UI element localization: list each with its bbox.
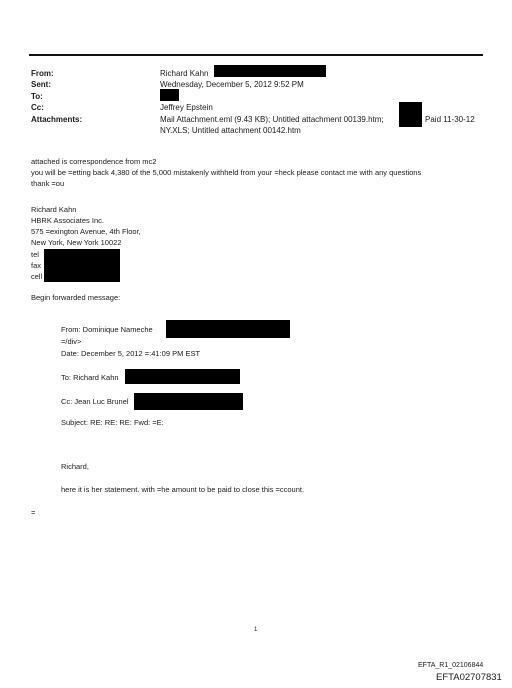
signature-cell-label: cell	[31, 272, 43, 281]
redaction-forwarded-cc-email	[134, 393, 243, 410]
signature-tel-label: tel	[31, 250, 39, 259]
forwarded-from: From: Dominique Nameche	[61, 325, 153, 334]
forwarded-greeting: Richard,	[61, 462, 89, 471]
from-value: Richard Kahn	[160, 69, 209, 78]
to-label: To:	[31, 92, 43, 101]
cc-value: Jeffrey Epstein	[160, 103, 213, 112]
from-label: From:	[31, 69, 54, 78]
attachments-label: Attachments:	[31, 115, 83, 124]
signature-name: Richard Kahn	[31, 205, 77, 214]
body-line-3: thank =ou	[31, 179, 65, 188]
redaction-phone-numbers	[44, 249, 120, 282]
redaction-forwarded-to-email	[125, 369, 240, 384]
redaction-forwarded-from-email	[166, 320, 290, 338]
stray-character: =	[31, 508, 36, 517]
forwarded-message: here it is her statement. with =he amount to be paid to close this =ccount.	[61, 485, 305, 494]
sent-value: Wednesday, December 5, 2012 9:52 PM	[160, 80, 304, 89]
redaction-attachment	[399, 102, 422, 127]
forwarded-cc: Cc: Jean Luc Brunel	[61, 397, 129, 406]
signature-fax-label: fax	[31, 261, 42, 270]
signature-company: HBRK Associates Inc.	[31, 216, 104, 225]
forwarded-subject: Subject: RE: RE: RE: Fwd: =E:	[61, 418, 164, 427]
redaction-to	[160, 89, 179, 101]
sent-label: Sent:	[31, 80, 51, 89]
header-rule	[29, 54, 483, 56]
redaction-from-email	[214, 65, 326, 77]
forwarded-intro: Begin forwarded message:	[31, 293, 121, 302]
forwarded-to: To: Richard Kahn	[61, 373, 119, 382]
footer-code-2: EFTA02707831	[436, 672, 502, 683]
signature-address-1: 575 =exington Avenue, 4th Floor,	[31, 227, 141, 236]
attachments-line1: Mail Attachment.eml (9.43 KB); Untitled attachment 00139.htm;	[160, 115, 384, 124]
attachments-line2: NY.XLS; Untitled attachment 00142.htm	[160, 126, 301, 135]
forwarded-date: Date: December 5, 2012 =:41:09 PM EST	[61, 349, 201, 358]
attachments-line1-tail: Paid 11-30-12	[425, 115, 475, 124]
signature-address-2: New York, New York 10022	[31, 238, 122, 247]
forwarded-div: =/div>	[61, 337, 82, 346]
footer-code-1: EFTA_R1_02106844	[418, 662, 484, 669]
page-number: 1	[254, 627, 258, 633]
cc-label: Cc:	[31, 103, 44, 112]
body-line-2: you will be =etting back 4,380 of the 5,000 mistakenly withheld from your =heck please contact me with any questions	[31, 168, 422, 177]
body-line-1: attached is correspondence from mc2	[31, 157, 157, 166]
